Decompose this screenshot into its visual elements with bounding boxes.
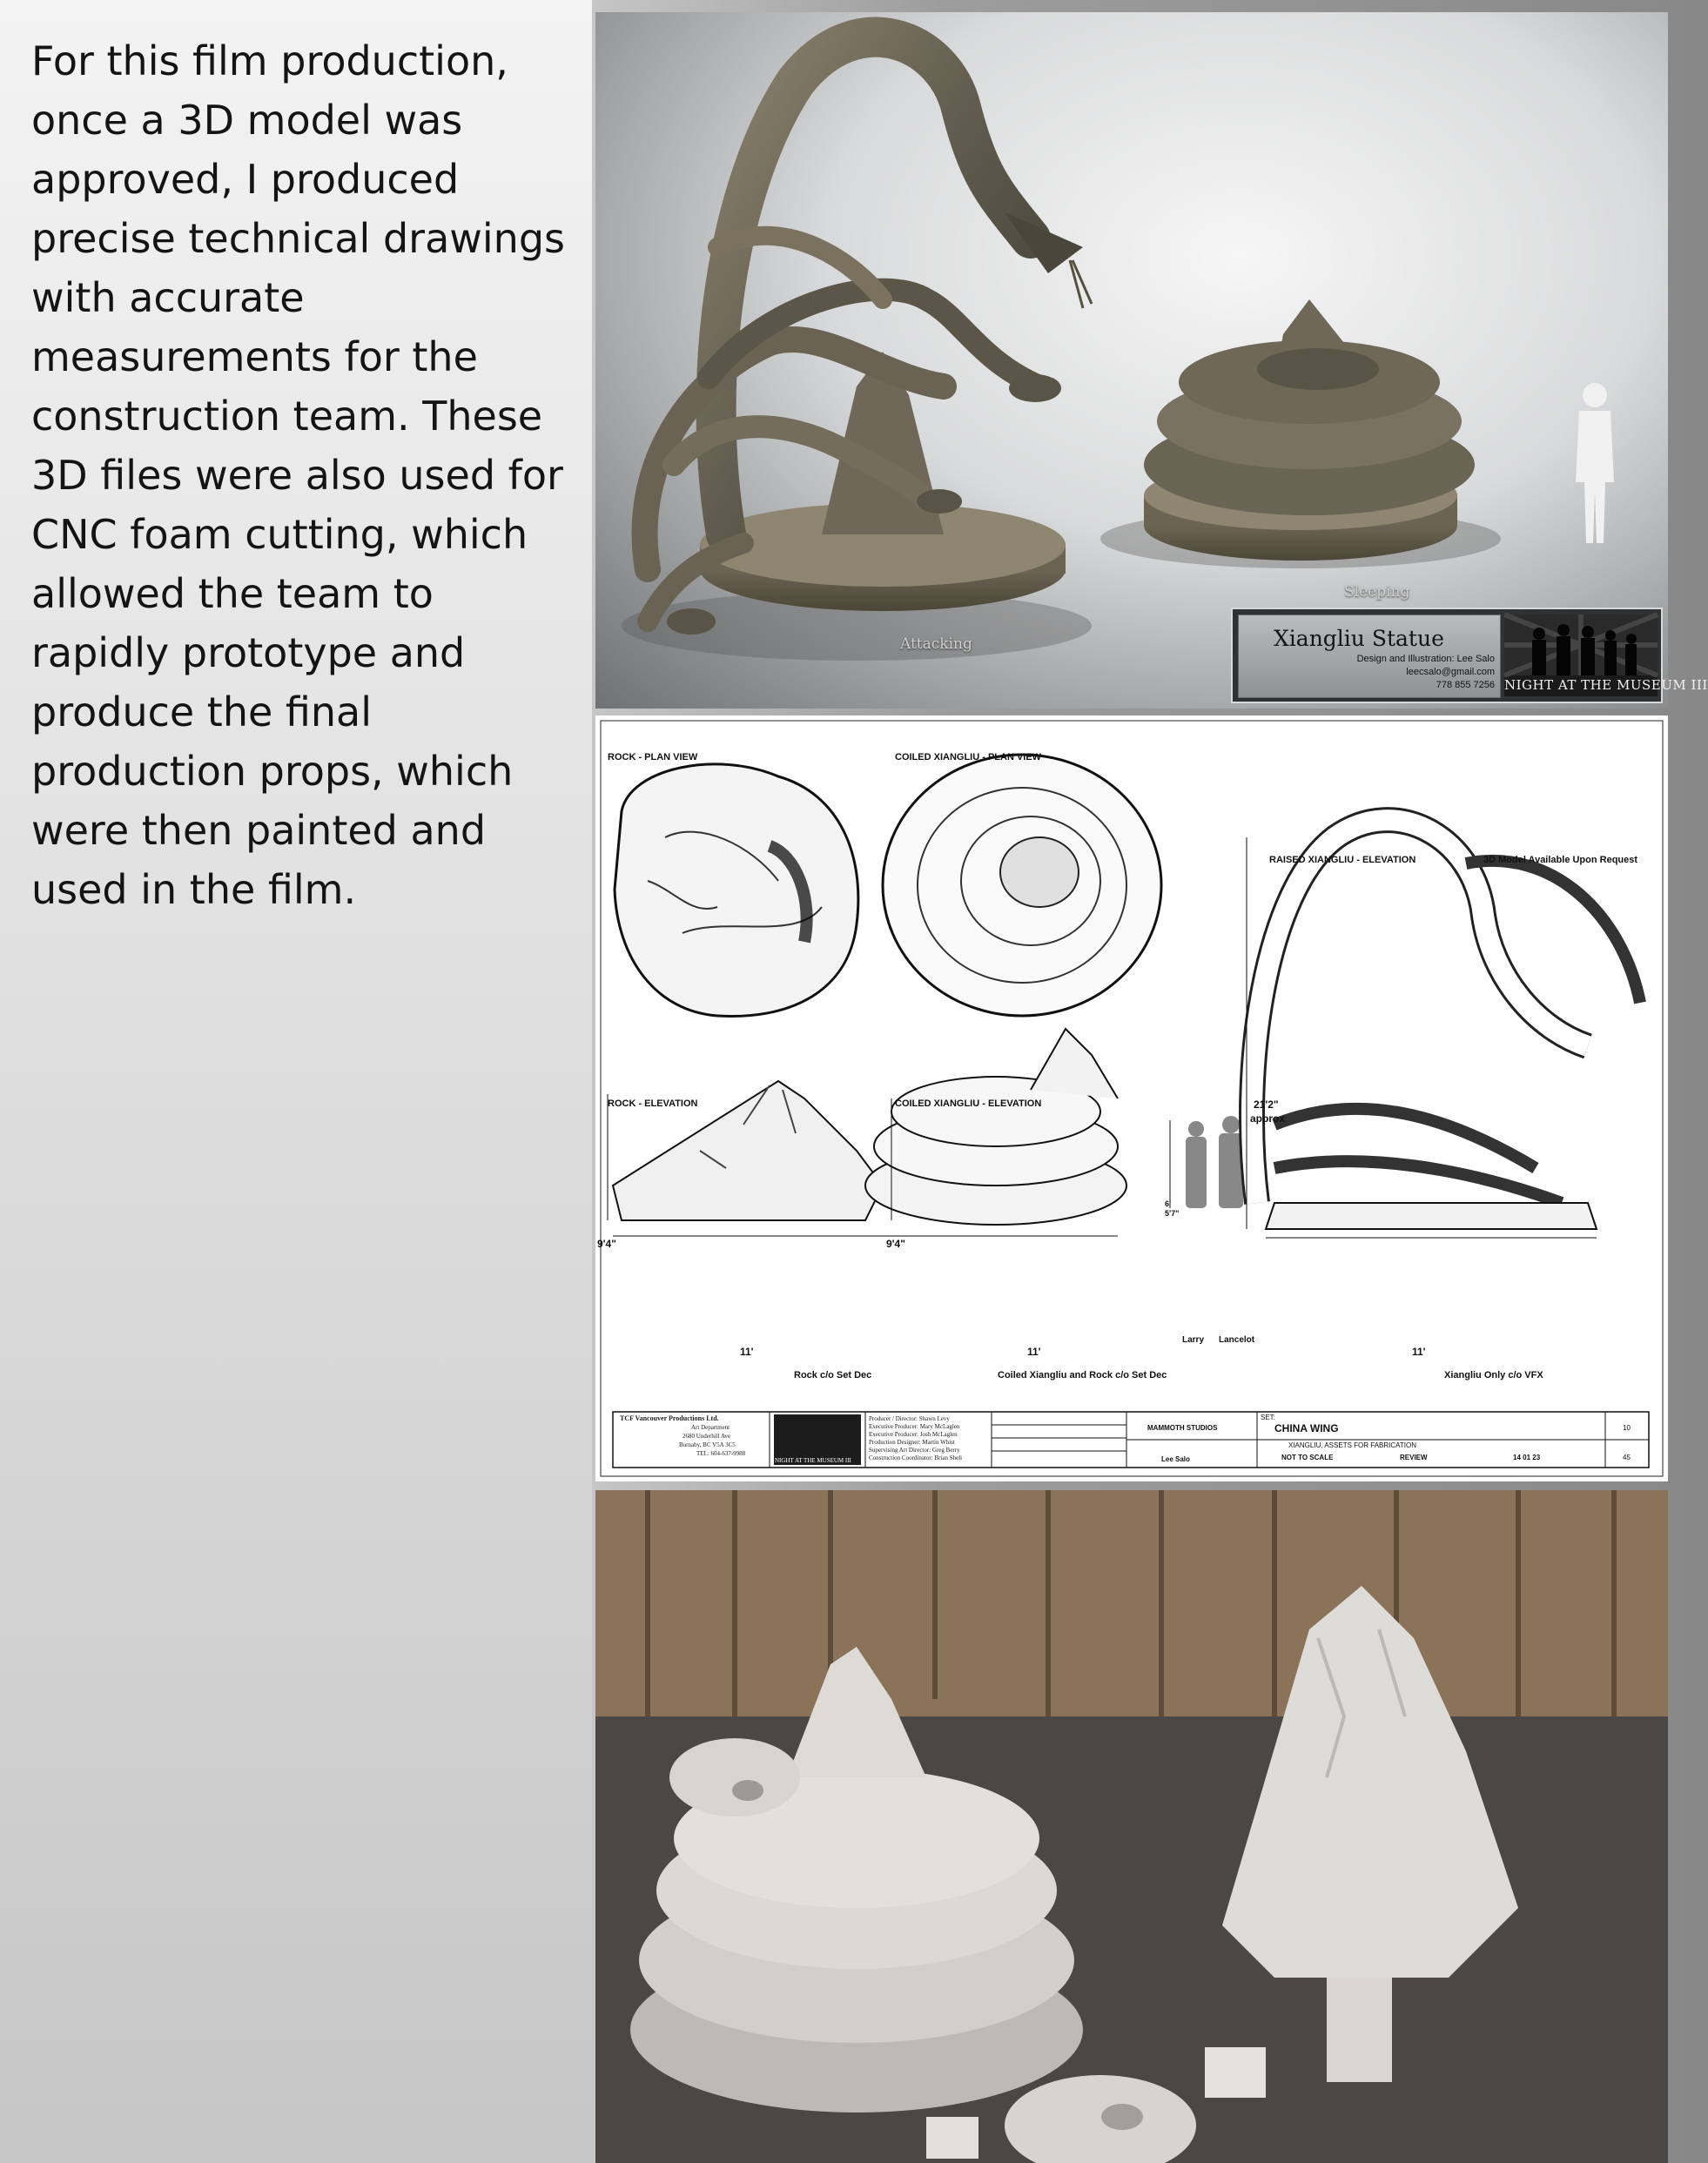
designer-phone: 778 855 7256	[1436, 680, 1495, 690]
label-coiled-elevation: COILED XIANGLIU - ELEVATION	[895, 1098, 1042, 1109]
tb-status: REVIEW	[1400, 1454, 1428, 1461]
tb-drawing-number: 45	[1623, 1454, 1631, 1461]
tb-credit-6: Construction Coordinator: Brian Sheli	[869, 1454, 963, 1461]
cast-silhouettes-icon	[1504, 615, 1658, 675]
tb-credit-4: Production Designer: Martin Whist	[869, 1439, 955, 1446]
foam-prop-photo	[595, 1490, 1668, 2163]
night-museum-logo	[1504, 615, 1708, 696]
dim-width-rock: 11'	[740, 1346, 754, 1358]
technical-drawing-panel	[595, 715, 1668, 1481]
tb-location: MAMMOTH STUDIOS	[1147, 1424, 1218, 1432]
label-model-note: 3D Model Available Upon Request	[1483, 855, 1638, 865]
tb-date: 14 01 23	[1513, 1454, 1541, 1461]
workshop-photo-illustration	[595, 1490, 1668, 2163]
label-rock-elevation: ROCK - ELEVATION	[608, 1098, 698, 1109]
label-coiled-plan-view: COILED XIANGLIU - PLAN VIEW	[895, 752, 1042, 762]
tb-scale: NOT TO SCALE	[1281, 1454, 1334, 1461]
dim-height-raised: 21'2"	[1254, 1098, 1279, 1111]
tb-credit-3: Executive Producer: Josh McLaglen	[869, 1431, 958, 1438]
logo-text: NIGHT AT THE MUSEUM III	[1504, 677, 1708, 693]
note-raised: Xiangliu Only c/o VFX	[1444, 1370, 1543, 1380]
tb-drawing-title: XIANGLIU, ASSETS FOR FABRICATION	[1288, 1441, 1416, 1449]
dim-width-raised: 11'	[1412, 1346, 1426, 1358]
figure-name-lancelot: Lancelot	[1219, 1335, 1255, 1345]
figure-height-2: 5'7"	[1165, 1209, 1180, 1218]
render-panel	[595, 12, 1708, 709]
tb-credit-5: Supervising Art Director: Greg Berry	[869, 1447, 960, 1454]
tb-logo-text: NIGHT AT THE MUSEUM III	[775, 1457, 851, 1464]
title-plate	[1238, 615, 1501, 698]
figure-height-1: 6'	[1165, 1199, 1172, 1208]
tb-address1: 2680 Underhill Ave	[683, 1433, 731, 1440]
caption-sleeping: Sleeping	[1344, 583, 1410, 601]
figure-name-larry: Larry	[1182, 1335, 1205, 1345]
tb-credit-1: Producer / Director: Shawn Levy	[869, 1415, 950, 1422]
tb-set-label: SET:	[1261, 1414, 1275, 1421]
designer-email: leecsalo@gmail.com	[1406, 667, 1495, 677]
note-coiled: Coiled Xiangliu and Rock c/o Set Dec	[998, 1370, 1167, 1380]
label-raised-elevation: RAISED XIANGLIU - ELEVATION	[1269, 855, 1416, 865]
tb-tel: TEL: 604-637-9988	[696, 1450, 746, 1457]
tb-drawn-by: Lee Salo	[1161, 1455, 1190, 1463]
caption-attacking: Attacking	[900, 635, 972, 653]
tb-address2: Burnaby, BC V5A 3C5	[679, 1441, 736, 1448]
tb-set-name: CHINA WING	[1274, 1422, 1339, 1434]
intro-paragraph: For this film production, once a 3D model was approved, I produced precise technical drawings with accurate measurements for the construction team. These 3D files were also used for CNC foam cutting, which allowed the team to rapidly prototype and produce the final production props, which were then painted and used in the film.	[31, 37, 565, 913]
tb-credit-2: Executive Producer: Mary McLaglen	[869, 1423, 960, 1430]
dim-height-rock: 9'4"	[597, 1238, 616, 1250]
statue-renders-illustration	[595, 12, 1708, 709]
technical-drawing-sheet	[595, 715, 1668, 1481]
dim-height-coiled: 9'4"	[886, 1238, 905, 1250]
dim-height-raised-note: approx	[1250, 1112, 1286, 1125]
designer-credit: Design and Illustration: Lee Salo	[1356, 654, 1495, 664]
render-title-block	[1231, 608, 1708, 703]
note-rock: Rock c/o Set Dec	[794, 1370, 872, 1380]
label-rock-plan-view: ROCK - PLAN VIEW	[608, 752, 698, 762]
tb-set-number: 10	[1623, 1424, 1631, 1432]
dim-width-coiled: 11'	[1027, 1346, 1041, 1358]
statue-name: Xiangliu Statue	[1274, 626, 1444, 651]
tb-company: TCF Vancouver Productions Ltd.	[620, 1414, 719, 1422]
left-text-column	[0, 0, 592, 2163]
tb-department: Art Department	[691, 1424, 730, 1431]
